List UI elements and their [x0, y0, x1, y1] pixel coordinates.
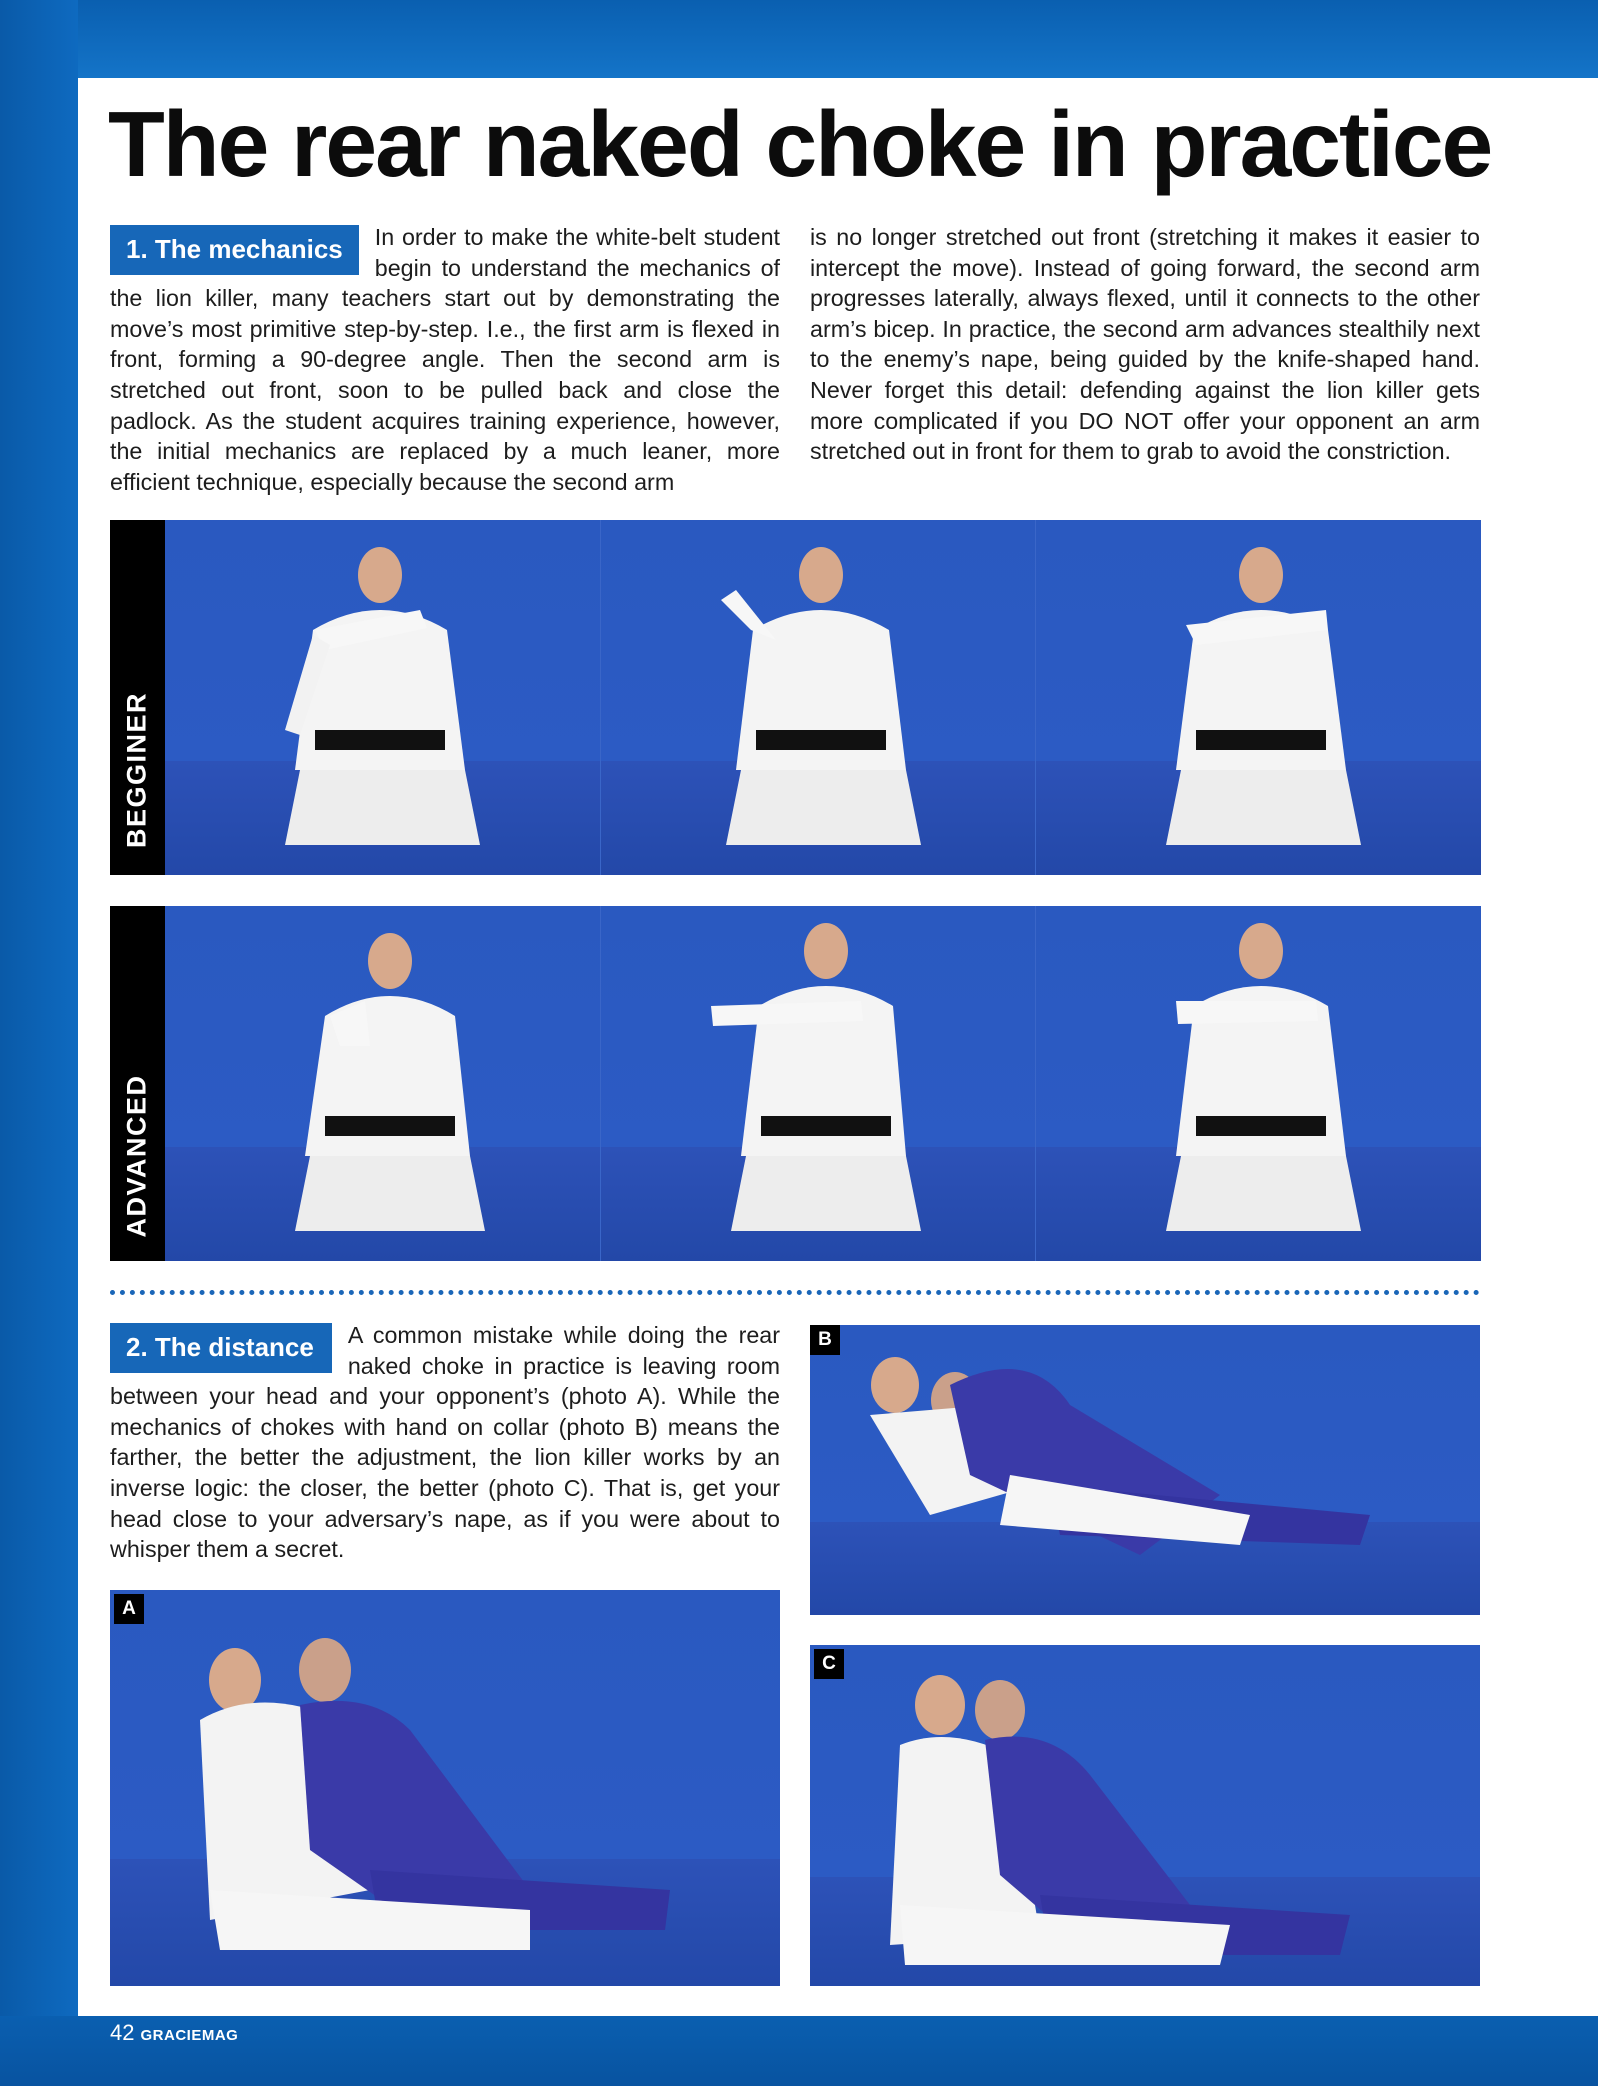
- page-footer: [110, 2020, 238, 2046]
- grappling-figures-image: [810, 1325, 1480, 1615]
- section-1-text-right: is no longer stretched out front (stretching it makes it easier to intercept the move). Instead of going forward, the second arm progresses laterally, always flexed, until it connects to the other arm’s bicep. In practice, the second arm advances stealthily next to the enemy’s nape, being guided by the knife-shaped hand. Never forget this detail: defending against the lion killer gets more complicated if you DO NOT offer your opponent an arm stretched out in front for them to grab to avoid the constriction.: [810, 224, 1480, 465]
- beginner-photo-2: [600, 520, 1036, 875]
- advanced-photo-1: [165, 906, 600, 1261]
- section-2-label: 2. The distance: [110, 1323, 332, 1373]
- section-divider: [110, 1290, 1480, 1295]
- page-title: The rear naked choke in practice: [108, 92, 1492, 196]
- advanced-row-label: ADVANCED: [121, 1074, 152, 1238]
- section-1-label: 1. The mechanics: [110, 225, 359, 275]
- beginner-photo-row: [110, 520, 1480, 875]
- section-2-text: [110, 1320, 780, 1565]
- beginner-row-label: BEGGINER: [121, 691, 152, 849]
- section-2-paragraph: A common mistake while doing the rear naked choke in practice is leaving room between your head and your opponent’s (photo A). While the mechanics of chokes with hand on collar (photo B) means the farther, the better the adjustment, the lion killer works by an inverse logic: the closer, the better (photo C). That is, get your head close to your adversary’s nape, as if you were about to whisper them a secret.: [110, 1322, 780, 1563]
- kneeling-figure-image: [601, 520, 1036, 875]
- advanced-photo-2: [600, 906, 1036, 1261]
- photo-a: [110, 1590, 780, 1986]
- left-frame: [0, 0, 78, 2086]
- beginner-row-tag: [110, 520, 165, 875]
- kneeling-figure-image: [1036, 906, 1481, 1261]
- photo-a-label: A: [114, 1594, 144, 1624]
- page-number: 42: [110, 2020, 135, 2045]
- kneeling-figure-image: [165, 906, 600, 1261]
- photo-b-label: B: [810, 1325, 840, 1355]
- grappling-figures-image: [810, 1645, 1480, 1986]
- photo-b: [810, 1325, 1480, 1615]
- top-frame: [0, 0, 1598, 78]
- photo-c: [810, 1645, 1480, 1986]
- advanced-photo-3: [1035, 906, 1481, 1261]
- bottom-frame: [0, 2016, 1598, 2086]
- advanced-photo-row: [110, 906, 1480, 1261]
- beginner-photo-1: [165, 520, 600, 875]
- kneeling-figure-image: [1036, 520, 1481, 875]
- section-1-paragraph: In order to make the white-belt student begin to understand the mechanics of the lion killer, many teachers start out by demonstrating the move’s most primitive step-by-step. I.e., the first arm is flexed in front, forming a 90-degree angle. Then the second arm is stretched out front, soon to be pulled back and close the padlock. As the student acquires training experience, however, the initial mechanics are replaced by a much leaner, more efficient technique, especially because the second arm: [110, 224, 780, 495]
- magazine-name: GRACIEMAG: [140, 2027, 239, 2044]
- section-1-text-left: [110, 222, 780, 497]
- kneeling-figure-image: [165, 520, 600, 875]
- advanced-row-tag: [110, 906, 165, 1261]
- photo-c-label: C: [814, 1649, 844, 1679]
- kneeling-figure-image: [601, 906, 1036, 1261]
- beginner-photo-3: [1035, 520, 1481, 875]
- grappling-figures-image: [110, 1590, 780, 1986]
